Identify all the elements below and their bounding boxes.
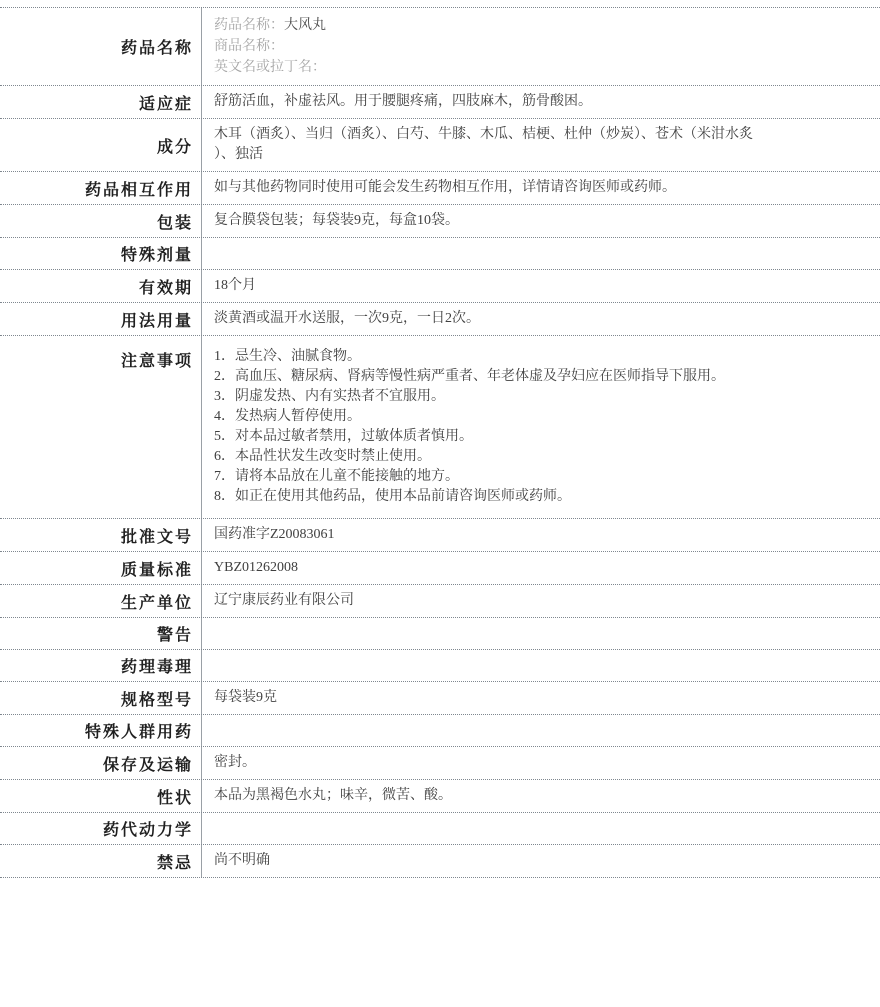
table-row bbox=[0, 682, 880, 715]
row-value: 国药准字Z20083061 bbox=[201, 519, 880, 551]
table-row bbox=[0, 172, 880, 205]
row-label: 适应症 bbox=[138, 95, 193, 113]
row-label: 批准文号 bbox=[120, 528, 193, 546]
table-row bbox=[0, 519, 880, 552]
row-label: 特殊人群用药 bbox=[84, 724, 193, 741]
row-value bbox=[201, 336, 880, 518]
value-line: 3．阴虚发热、内有实热者不宜服用。 bbox=[214, 389, 445, 404]
row-label: 药代动力学 bbox=[102, 822, 193, 839]
row-label: 注意事项 bbox=[120, 353, 193, 370]
table-row bbox=[0, 238, 880, 270]
table-row bbox=[0, 303, 880, 336]
row-label: 药品相互作用 bbox=[84, 181, 193, 199]
row-value: 尚不明确 bbox=[201, 845, 880, 877]
row-value bbox=[201, 8, 880, 85]
table-row bbox=[0, 715, 880, 747]
row-value: 辽宁康辰药业有限公司 bbox=[201, 585, 880, 617]
row-label: 包装 bbox=[156, 214, 193, 232]
row-label: 规格型号 bbox=[120, 691, 193, 709]
table-row bbox=[0, 86, 880, 119]
value-line: 木耳（酒炙）、当归（酒炙）、白芍、牛膝、木瓜、桔梗、杜仲（炒炭）、苍术（米泔水炙 bbox=[214, 127, 753, 142]
value-line: 7．请将本品放在儿童不能接触的地方。 bbox=[214, 469, 459, 484]
row-label: 禁忌 bbox=[156, 854, 193, 872]
row-value bbox=[201, 650, 880, 681]
value-line: 6．本品性状发生改变时禁止使用。 bbox=[214, 449, 431, 464]
row-label: 有效期 bbox=[138, 279, 193, 297]
table-row bbox=[0, 813, 880, 845]
row-label: 用法用量 bbox=[120, 312, 193, 330]
row-value: 本品为黑褐色水丸；味辛，微苦、酸。 bbox=[201, 780, 880, 812]
drug-info-table bbox=[0, 7, 880, 878]
row-label: 生产单位 bbox=[120, 594, 193, 612]
table-row bbox=[0, 845, 880, 878]
row-value: 复合膜袋包装；每袋装9克，每盒10袋。 bbox=[201, 205, 880, 237]
row-value: 密封。 bbox=[201, 747, 880, 779]
row-label: 性状 bbox=[156, 789, 193, 807]
table-row bbox=[0, 270, 880, 303]
table-row bbox=[0, 552, 880, 585]
table-row bbox=[0, 336, 880, 519]
value-line: 8．如正在使用其他药品，使用本品前请咨询医师或药师。 bbox=[214, 489, 571, 504]
row-value: YBZ01262008 bbox=[201, 552, 880, 584]
row-label: 药品名称 bbox=[120, 40, 193, 57]
row-value: 淡黄酒或温开水送服，一次9克，一日2次。 bbox=[201, 303, 880, 335]
table-row bbox=[0, 119, 880, 172]
row-label: 特殊剂量 bbox=[120, 247, 193, 264]
value-line: 5．对本品过敏者禁用，过敏体质者慎用。 bbox=[214, 429, 473, 444]
row-label: 药理毒理 bbox=[120, 659, 193, 676]
field-caption: 商品名称： bbox=[214, 39, 284, 54]
row-value bbox=[201, 715, 880, 746]
name-line bbox=[214, 57, 866, 78]
field-caption: 药品名称： bbox=[214, 18, 284, 33]
table-row bbox=[0, 585, 880, 618]
table-row bbox=[0, 205, 880, 238]
field-value: 大风丸 bbox=[284, 18, 326, 33]
value-line: ）、独活 bbox=[214, 147, 263, 162]
table-row bbox=[0, 780, 880, 813]
row-label: 成分 bbox=[156, 138, 193, 156]
name-line bbox=[214, 15, 866, 36]
row-label: 保存及运输 bbox=[102, 756, 193, 774]
row-label: 质量标准 bbox=[120, 561, 193, 579]
table-row bbox=[0, 8, 880, 86]
value-line: 2．高血压、糖尿病、肾病等慢性病严重者、年老体虚及孕妇应在医师指导下服用。 bbox=[214, 369, 725, 384]
row-value: 如与其他药物同时使用可能会发生药物相互作用，详情请咨询医师或药师。 bbox=[201, 172, 880, 204]
row-value: 18个月 bbox=[201, 270, 880, 302]
field-caption: 英文名或拉丁名： bbox=[214, 60, 326, 75]
row-value bbox=[201, 119, 880, 171]
table-row bbox=[0, 747, 880, 780]
row-value: 每袋装9克 bbox=[201, 682, 880, 714]
value-line: 1．忌生冷、油腻食物。 bbox=[214, 349, 361, 364]
row-value bbox=[201, 618, 880, 649]
page bbox=[0, 7, 880, 1007]
table-row bbox=[0, 650, 880, 682]
row-label: 警告 bbox=[156, 627, 193, 644]
table-row bbox=[0, 618, 880, 650]
value-line: 4．发热病人暂停使用。 bbox=[214, 409, 361, 424]
name-line bbox=[214, 36, 866, 57]
row-value bbox=[201, 813, 880, 844]
row-value: 舒筋活血，补虚祛风。用于腰腿疼痛，四肢麻木，筋骨酸困。 bbox=[201, 86, 880, 118]
row-value bbox=[201, 238, 880, 269]
